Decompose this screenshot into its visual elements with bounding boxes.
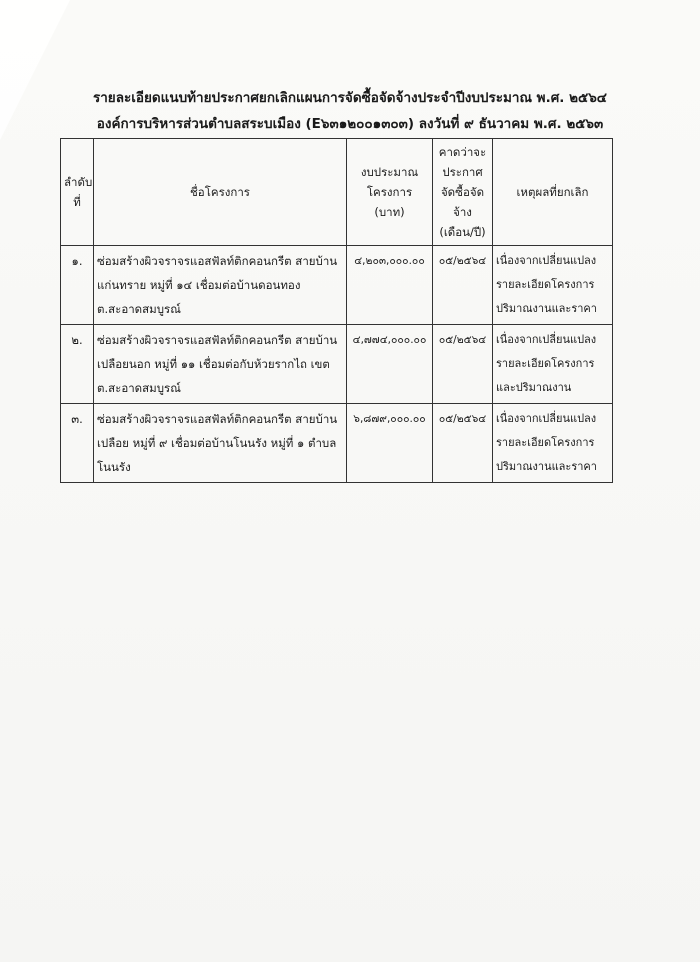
row-expected-date: ๐๕/๒๕๖๔ [433, 404, 493, 483]
header-expected-date: คาดว่าจะประกาศจัดซื้อจัดจ้าง (เดือน/ปี) [433, 139, 493, 246]
row-reason: เนื่องจากเปลี่ยนแปลงรายละเอียดโครงการและปริมาณงาน [493, 325, 613, 404]
document-subtitle: องค์การบริหารส่วนตำบลสระบเมือง (E๖๓๑๒๐๐๑๓๐๓) ลงวันที่ ๙ ธันวาคม พ.ศ. ๒๕๖๓ [96, 116, 604, 132]
row-reason: เนื่องจากเปลี่ยนแปลงรายละเอียดโครงการปริมาณงานและราคา [493, 404, 613, 483]
row-no: ๒. [61, 325, 94, 404]
row-project-name: ซ่อมสร้างผิวจราจรแอสฟัลท์ติกคอนกรีต สายบ้านเปลือยนอก หมู่ที่ ๑๑ เชื่อมต่อกับห้วยรากไถ เขต ต.สะอาดสมบูรณ์ [94, 325, 347, 404]
row-expected-date: ๐๕/๒๕๖๔ [433, 246, 493, 325]
document-title: รายละเอียดแนบท้ายประกาศยกเลิกแผนการจัดซื้อจัดจ้างประจำปีงบประมาณ พ.ศ. ๒๕๖๔ [92, 90, 608, 106]
header-project-name: ชื่อโครงการ [94, 139, 347, 246]
row-no: ๑. [61, 246, 94, 325]
cancellation-table [60, 138, 613, 483]
row-budget: ๖,๘๗๙,๐๐๐.๐๐ [347, 404, 433, 483]
header-no: ลำดับที่ [61, 139, 94, 246]
table-header-row [61, 139, 613, 246]
table-row [61, 246, 613, 325]
row-expected-date: ๐๕/๒๕๖๔ [433, 325, 493, 404]
header-reason: เหตุผลที่ยกเลิก [493, 139, 613, 246]
table-row [61, 325, 613, 404]
row-project-name: ซ่อมสร้างผิวจราจรแอสฟัลท์ติกคอนกรีต สายบ้านแก่นทราย หมู่ที่ ๑๔ เชื่อมต่อบ้านดอนทอง ต.สะอาดสมบูรณ์ [94, 246, 347, 325]
row-budget: ๔,๒๐๓,๐๐๐.๐๐ [347, 246, 433, 325]
row-no: ๓. [61, 404, 94, 483]
table-row [61, 404, 613, 483]
header-budget: งบประมาณโครงการ (บาท) [347, 139, 433, 246]
row-project-name: ซ่อมสร้างผิวจราจรแอสฟัลท์ติกคอนกรีต สายบ้านเปลือย หมู่ที่ ๙ เชื่อมต่อบ้านโนนรัง หมู่ที่ ๑ ตำบลโนนรัง [94, 404, 347, 483]
row-reason: เนื่องจากเปลี่ยนแปลงรายละเอียดโครงการปริมาณงานและราคา [493, 246, 613, 325]
row-budget: ๔,๗๗๔,๐๐๐.๐๐ [347, 325, 433, 404]
